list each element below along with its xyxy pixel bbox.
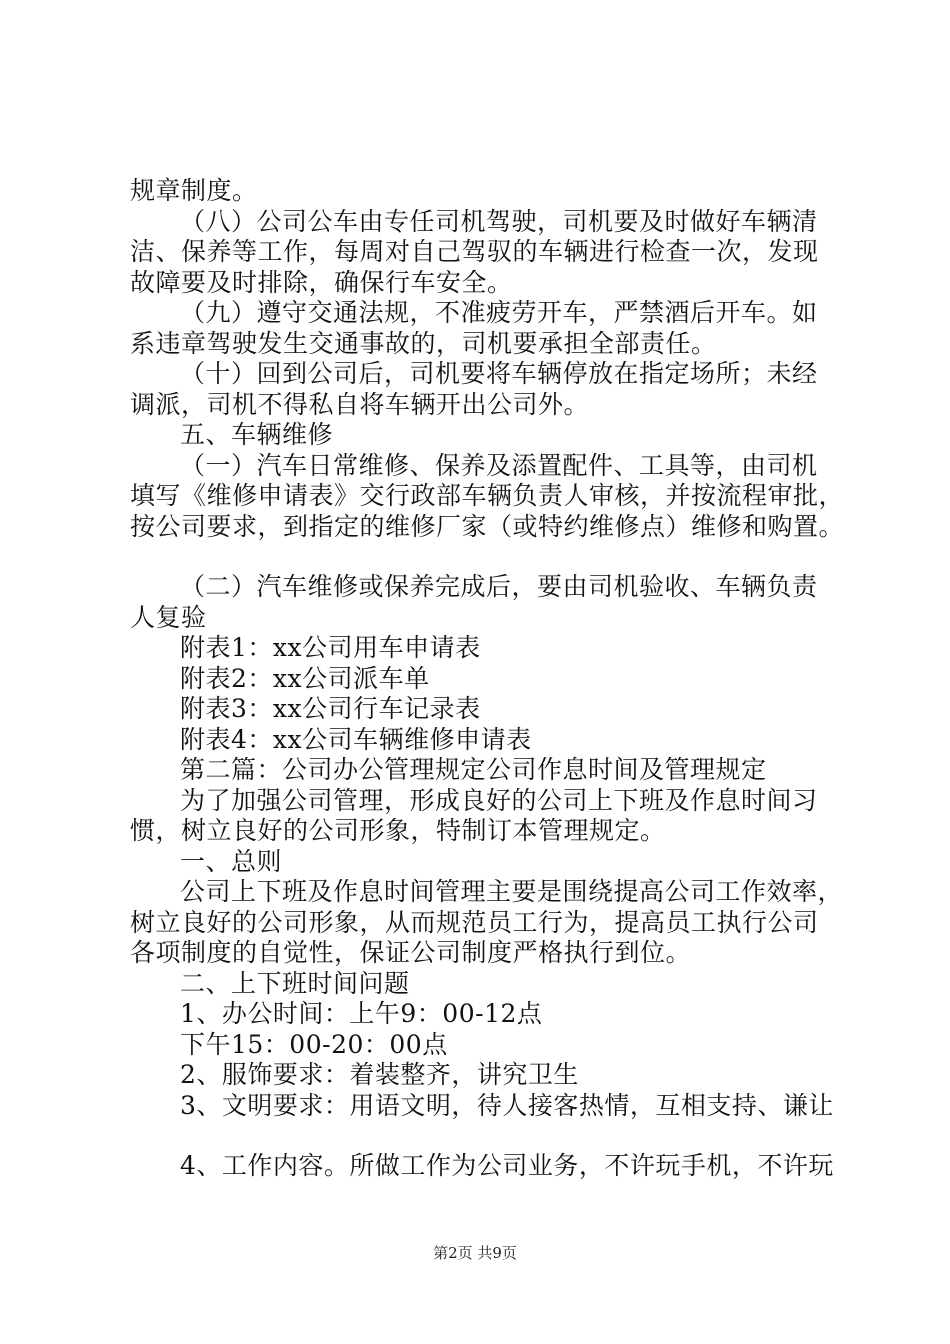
text-line: 1、办公时间：上午9：00-12点 (180, 999, 543, 1028)
text-line: 填写《维修申请表》交行政部车辆负责人审核，并按流程审批， (130, 481, 845, 510)
text-line: 系违章驾驶发生交通事故的，司机要承担全部责任。 (130, 328, 717, 358)
text-line: 3、文明要求：用语文明，待人接客热情，互相支持、谦让 (180, 1090, 834, 1120)
text-line: 洁、保养等工作，每周对自己驾驭的车辆进行检查一次，发现 (130, 237, 819, 266)
text-line: 惯，树立良好的公司形象，特制订本管理规定。 (130, 816, 666, 845)
text-line: 调派，司机不得私自将车辆开出公司外。 (130, 389, 590, 419)
text-line: 树立良好的公司形象，从而规范员工行为，提高员工执行公司 (130, 907, 819, 937)
section-heading: 五、车辆维修 (180, 420, 334, 449)
document-body (130, 176, 850, 1182)
appendix-item: 附表2：xx公司派车单 (180, 663, 430, 693)
page-number: 第2页 共9页 (433, 1244, 517, 1262)
text-line: 故障要及时排除，确保行车安全。 (130, 267, 513, 297)
text-line: 按公司要求，到指定的维修厂家（或特约维修点）维修和购置。 (130, 511, 845, 541)
text-line: （八）公司公车由专任司机驾驶，司机要及时做好车辆清 (180, 206, 818, 236)
text-line: （二）汽车维修或保养完成后，要由司机验收、车辆负责 (180, 572, 818, 601)
text-line: 4、工作内容。所做工作为公司业务，不许玩手机，不许玩 (180, 1151, 834, 1180)
appendix-item: 附表4：xx公司车辆维修申请表 (180, 724, 532, 754)
section-heading: 一、总则 (180, 846, 283, 876)
text-line: 各项制度的自觉性，保证公司制度严格执行到位。 (130, 938, 692, 967)
text-line: （一）汽车日常维修、保养及添置配件、工具等，由司机 (180, 450, 818, 480)
text-line: （九）遵守交通法规，不准疲劳开车，严禁酒后开车。如 (180, 298, 818, 327)
text-line: 为了加强公司管理，形成良好的公司上下班及作息时间习 (180, 785, 818, 815)
text-line: 公司上下班及作息时间管理主要是围绕提高公司工作效率， (180, 877, 844, 906)
page-footer (0, 1243, 950, 1263)
text-line: 人复验 (130, 602, 207, 632)
text-line: （十）回到公司后，司机要将车辆停放在指定场所；未经 (180, 359, 818, 388)
appendix-item: 附表3：xx公司行车记录表 (180, 694, 481, 723)
text-line: 下午15：00-20：00点 (180, 1029, 448, 1059)
appendix-item: 附表1：xx公司用车申请表 (180, 633, 481, 662)
text-line: 2、服饰要求：着装整齐，讲究卫生 (180, 1060, 579, 1089)
section-heading: 二、上下班时间问题 (180, 968, 410, 998)
chapter-heading: 第二篇：公司办公管理规定公司作息时间及管理规定 (180, 755, 767, 784)
text-line: 规章制度。 (130, 176, 258, 205)
